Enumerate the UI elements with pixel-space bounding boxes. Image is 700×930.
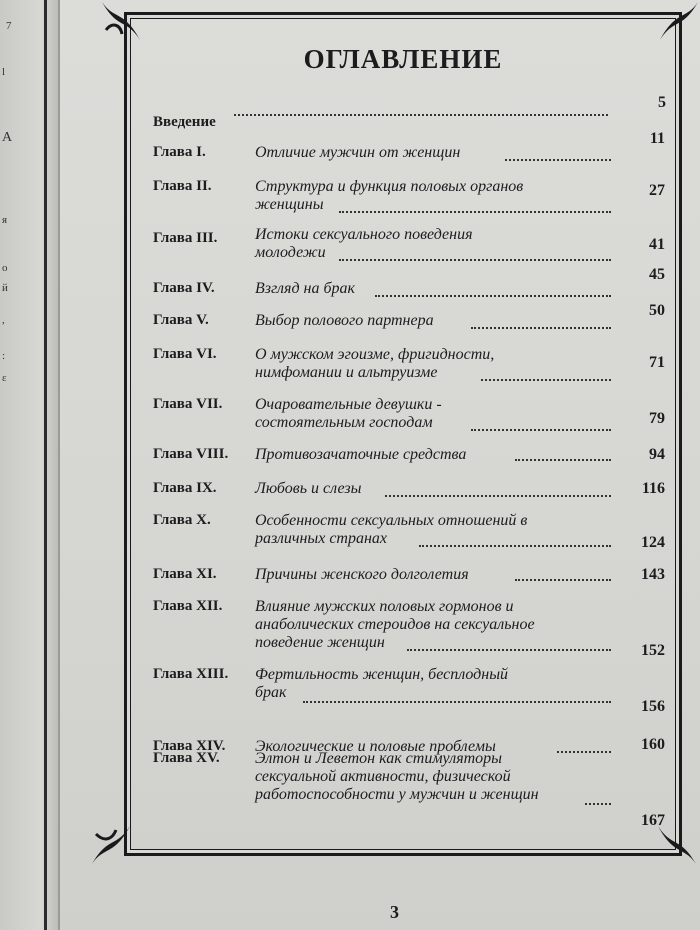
entry-page-number: 71 xyxy=(649,354,665,371)
previous-page-fragment: , xyxy=(2,314,5,326)
entry-page-number: 27 xyxy=(649,182,665,199)
chapter-title-line: О мужском эгоизме, фригидности, xyxy=(255,346,495,363)
dot-leader xyxy=(419,544,611,547)
chapter-title-line: Влияние мужских половых гормонов и xyxy=(255,598,514,615)
chapter-title-line: молодежи xyxy=(255,244,326,261)
entry-page-number: 79 xyxy=(649,410,665,427)
dot-leader xyxy=(375,294,611,297)
corner-ornament-icon xyxy=(90,822,134,866)
chapter-title xyxy=(255,666,615,702)
chapter-title-line: Причины женского долголетия xyxy=(255,566,469,583)
previous-page-fragment: : xyxy=(2,350,6,362)
dot-leader xyxy=(481,378,611,381)
chapter-title-line: женщины xyxy=(255,196,324,213)
chapter-title-line: Противозачаточные средства xyxy=(255,446,467,463)
chapter-title-line: Выбор полового партнера xyxy=(255,312,434,329)
dot-leader xyxy=(234,114,608,116)
chapter-title xyxy=(255,226,615,262)
chapter-label: Глава VI. xyxy=(153,346,217,362)
entry-page-number: 116 xyxy=(641,480,665,497)
chapter-title-line: анаболических стероидов на сексуальное xyxy=(255,616,535,633)
chapter-label: Глава IX. xyxy=(153,480,217,496)
chapter-title xyxy=(255,566,615,584)
chapter-title-line: Структура и функция половых органов xyxy=(255,178,524,195)
chapter-label: Глава XI. xyxy=(153,566,217,582)
chapter-title xyxy=(255,396,615,432)
dot-leader xyxy=(515,458,611,461)
chapter-title-line: Отличие мужчин от женщин xyxy=(255,144,461,161)
entry-label: Введение xyxy=(153,114,216,130)
chapter-label: Глава XII. xyxy=(153,598,223,614)
chapter-label: Глава VII. xyxy=(153,396,223,412)
chapter-title-line: Истоки сексуального поведения xyxy=(255,226,473,243)
entry-page-number: 143 xyxy=(641,566,665,583)
entry-page-number: 5 xyxy=(658,94,666,111)
chapter-title-line: брак xyxy=(255,684,287,701)
dot-leader xyxy=(407,648,611,651)
chapter-title-line: Экологические и половые проблемы xyxy=(255,738,496,755)
previous-page-fragment: о xyxy=(2,262,8,274)
corner-ornament-icon xyxy=(656,0,700,44)
previous-page-fragment: я xyxy=(2,214,8,226)
chapter-title xyxy=(255,446,615,464)
entry-page-number: 160 xyxy=(641,736,665,753)
previous-page-fragment: й xyxy=(2,282,8,294)
chapter-title-line: Элтон и Леветон как стимуляторы xyxy=(255,750,503,767)
dot-leader xyxy=(339,258,611,261)
chapter-title xyxy=(255,178,615,214)
dot-leader xyxy=(505,158,611,161)
chapter-label: Глава IV. xyxy=(153,280,215,296)
previous-page-fragment: А xyxy=(2,130,13,145)
chapter-label: Глава VIII. xyxy=(153,446,229,462)
chapter-title-line: сексуальной активности, физической xyxy=(255,768,511,785)
chapter-label: Глава XIII. xyxy=(153,666,229,682)
entry-page-number: 167 xyxy=(641,812,665,829)
dot-leader xyxy=(471,428,611,431)
dot-leader xyxy=(385,494,611,497)
entry-page-number: 41 xyxy=(649,236,665,253)
dot-leader xyxy=(339,210,611,213)
chapter-label: Глава V. xyxy=(153,312,209,328)
entry-page-number: 11 xyxy=(649,130,665,147)
chapter-title-line: состоятельным господам xyxy=(255,414,433,431)
chapter-title-line: Очаровательные девушки - xyxy=(255,396,442,413)
chapter-label: Глава I. xyxy=(153,144,206,160)
chapter-title xyxy=(255,750,615,804)
chapter-title-line: Взгляд на брак xyxy=(255,280,356,297)
entry-page-number: 152 xyxy=(641,642,665,659)
entry-page-number: 94 xyxy=(649,446,665,463)
dot-leader xyxy=(303,700,611,703)
previous-page-border xyxy=(44,0,47,930)
chapter-title-line: Фертильность женщин, бесплодный xyxy=(255,666,509,683)
dot-leader xyxy=(515,578,611,581)
previous-page-fragment: ɛ xyxy=(2,372,7,384)
previous-page-fragment: 7 xyxy=(6,20,12,32)
chapter-title-line: работоспособности у мужчин и женщин xyxy=(255,786,539,803)
chapter-title xyxy=(255,512,615,548)
chapter-title-line: различных странах xyxy=(255,530,388,547)
corner-ornament-icon xyxy=(100,0,144,44)
chapter-label: Глава XIV. xyxy=(153,738,226,754)
entry-page-number: 124 xyxy=(641,534,665,551)
chapter-title-line: поведение женщин xyxy=(255,634,385,651)
previous-page-edge xyxy=(0,0,60,930)
decorative-page-frame xyxy=(124,12,682,856)
page-number: 3 xyxy=(390,902,399,922)
chapter-label: Глава X. xyxy=(153,512,211,528)
chapter-title xyxy=(255,598,615,652)
chapter-label: Глава III. xyxy=(153,230,218,246)
previous-page-fragment: l xyxy=(2,66,6,78)
chapter-title-line: Любовь и слезы xyxy=(255,480,362,497)
page-title: ОГЛАВЛЕНИЕ xyxy=(303,44,503,74)
chapter-title-line: нимфомании и альтруизме xyxy=(255,364,438,381)
dot-leader xyxy=(585,802,611,805)
chapter-label: Глава II. xyxy=(153,178,212,194)
chapter-title-line: Особенности сексуальных отношений в xyxy=(255,512,528,529)
chapter-label: Глава XV. xyxy=(153,750,220,766)
entry-page-number: 50 xyxy=(649,302,665,319)
entry-page-number: 156 xyxy=(641,698,665,715)
chapter-title xyxy=(255,346,615,382)
dot-leader xyxy=(471,326,611,329)
entry-page-number: 45 xyxy=(649,266,665,283)
